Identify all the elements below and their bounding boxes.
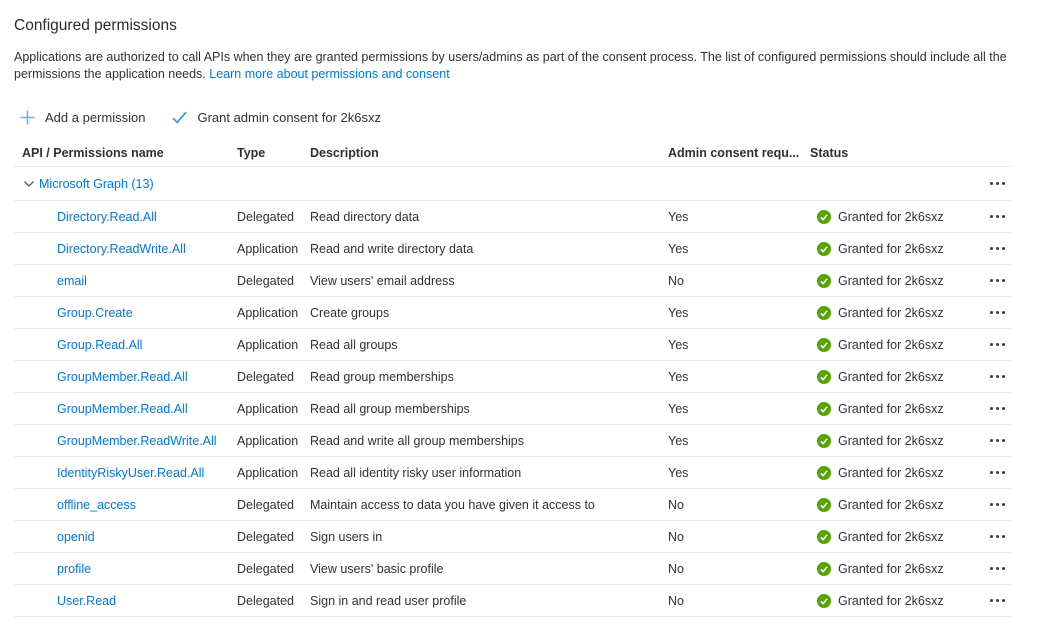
learn-more-link[interactable]: Learn more about permissions and consent xyxy=(209,67,450,81)
status-text: Granted for 2k6sxz xyxy=(838,305,944,320)
permission-description-cell: Read and write all group memberships xyxy=(310,433,524,448)
add-permission-button[interactable] xyxy=(19,109,145,126)
permission-name-link[interactable]: openid xyxy=(57,529,95,544)
description-text: Applications are authorized to call APIs when they are granted permissions by users/admins as part of the consent process. The list of configured permissions should include all the permissions the application needs. xyxy=(14,50,1007,81)
granted-check-icon xyxy=(817,242,831,256)
permission-type-cell: Application xyxy=(237,241,299,256)
row-actions-button[interactable] xyxy=(988,595,1007,606)
granted-check-icon xyxy=(817,402,831,416)
permission-type-cell: Delegated xyxy=(237,561,294,576)
status-cell xyxy=(810,466,983,480)
column-header-type: Type xyxy=(237,146,266,160)
toolbar xyxy=(14,105,1043,130)
grant-admin-consent-label: Grant admin consent for 2k6sxz xyxy=(197,110,381,125)
status-text: Granted for 2k6sxz xyxy=(838,465,944,480)
permission-name-link[interactable]: GroupMember.Read.All xyxy=(57,369,188,384)
table-body xyxy=(14,201,1012,617)
granted-check-icon xyxy=(817,466,831,480)
permission-description-cell: Read and write directory data xyxy=(310,241,474,256)
admin-consent-required-cell: Yes xyxy=(668,465,689,480)
permission-description-cell: Read all identity risky user information xyxy=(310,465,522,480)
permission-description-cell: Read directory data xyxy=(310,209,420,224)
permission-name-cell xyxy=(14,274,237,288)
admin-consent-required-cell: Yes xyxy=(668,401,689,416)
table-row xyxy=(14,521,1012,553)
granted-check-icon xyxy=(817,338,831,352)
permission-description-cell: Read all groups xyxy=(310,337,398,352)
page-title: Configured permissions xyxy=(14,17,177,34)
status-cell xyxy=(810,274,983,288)
row-actions-button[interactable] xyxy=(988,275,1007,286)
status-text: Granted for 2k6sxz xyxy=(838,593,944,608)
admin-consent-required-cell: Yes xyxy=(668,241,689,256)
column-header-admin-consent-required: Admin consent requ... xyxy=(668,146,800,160)
permission-name-cell xyxy=(14,498,237,512)
granted-check-icon xyxy=(817,530,831,544)
status-cell xyxy=(810,530,983,544)
permission-description-cell: Maintain access to data you have given it access to xyxy=(310,497,595,512)
permission-description-cell: View users' email address xyxy=(310,273,455,288)
status-text: Granted for 2k6sxz xyxy=(838,561,944,576)
granted-check-icon xyxy=(817,274,831,288)
admin-consent-required-cell: No xyxy=(668,497,684,512)
permission-type-cell: Delegated xyxy=(237,593,294,608)
admin-consent-required-cell: No xyxy=(668,561,684,576)
status-text: Granted for 2k6sxz xyxy=(838,273,944,288)
row-actions-button[interactable] xyxy=(988,307,1007,318)
api-group-name-cell xyxy=(14,177,983,191)
table-row xyxy=(14,233,1012,265)
status-cell xyxy=(810,402,983,416)
microsoft-graph-group-link[interactable]: Microsoft Graph (13) xyxy=(39,176,154,191)
row-actions-button[interactable] xyxy=(988,435,1007,446)
admin-consent-required-cell: Yes xyxy=(668,433,689,448)
table-row xyxy=(14,201,1012,233)
permission-name-cell xyxy=(14,338,237,352)
group-actions-button[interactable] xyxy=(988,178,1007,189)
admin-consent-required-cell: Yes xyxy=(668,369,689,384)
granted-check-icon xyxy=(817,562,831,576)
permission-name-cell xyxy=(14,370,237,384)
status-cell xyxy=(810,242,983,256)
granted-check-icon xyxy=(817,306,831,320)
admin-consent-required-cell: No xyxy=(668,529,684,544)
row-actions-button[interactable] xyxy=(988,371,1007,382)
status-text: Granted for 2k6sxz xyxy=(838,401,944,416)
permission-description-cell: Create groups xyxy=(310,305,390,320)
permission-description-cell: View users' basic profile xyxy=(310,561,444,576)
row-actions-button[interactable] xyxy=(988,499,1007,510)
permission-name-cell xyxy=(14,466,237,480)
permission-name-cell xyxy=(14,210,237,224)
permission-name-link[interactable]: User.Read xyxy=(57,593,117,608)
table-row xyxy=(14,425,1012,457)
admin-consent-required-cell: No xyxy=(668,273,684,288)
permission-description-cell: Read all group memberships xyxy=(310,401,470,416)
status-text: Granted for 2k6sxz xyxy=(838,241,944,256)
status-text: Granted for 2k6sxz xyxy=(838,529,944,544)
description xyxy=(14,49,1010,83)
row-actions-button[interactable] xyxy=(988,531,1007,542)
table-row xyxy=(14,361,1012,393)
permission-type-cell: Delegated xyxy=(237,529,294,544)
check-icon xyxy=(171,110,188,125)
table-header-row xyxy=(14,140,1012,167)
permission-name-link[interactable]: offline_access xyxy=(57,497,136,512)
permission-name-link[interactable]: profile xyxy=(57,561,92,576)
granted-check-icon xyxy=(817,498,831,512)
permission-description-cell: Read group memberships xyxy=(310,369,454,384)
permission-name-cell xyxy=(14,242,237,256)
granted-check-icon xyxy=(817,434,831,448)
chevron-down-icon[interactable] xyxy=(22,177,36,191)
status-cell xyxy=(810,594,983,608)
table-row xyxy=(14,297,1012,329)
grant-admin-consent-button[interactable] xyxy=(171,110,381,125)
row-actions-button[interactable] xyxy=(988,403,1007,414)
permission-type-cell: Application xyxy=(237,433,299,448)
permission-type-cell: Application xyxy=(237,465,299,480)
status-text: Granted for 2k6sxz xyxy=(838,497,944,512)
status-cell xyxy=(810,210,983,224)
permission-name-cell xyxy=(14,530,237,544)
permission-name-link[interactable]: GroupMember.ReadWrite.All xyxy=(57,433,217,448)
column-header-api-permissions-name: API / Permissions name xyxy=(22,146,164,160)
column-header-description: Description xyxy=(310,146,379,160)
table-row xyxy=(14,393,1012,425)
permission-name-link[interactable]: Group.Read.All xyxy=(57,337,143,352)
permission-description-cell: Sign in and read user profile xyxy=(310,593,467,608)
api-group-row xyxy=(14,167,1012,201)
permission-name-cell xyxy=(14,402,237,416)
permission-name-link[interactable]: email xyxy=(57,273,87,288)
admin-consent-required-cell: Yes xyxy=(668,305,689,320)
column-header-status: Status xyxy=(810,146,849,160)
permission-name-link[interactable]: IdentityRiskyUser.Read.All xyxy=(57,465,205,480)
row-actions-button[interactable] xyxy=(988,467,1007,478)
table-row xyxy=(14,489,1012,521)
permission-name-cell xyxy=(14,434,237,448)
permission-name-link[interactable]: Group.Create xyxy=(57,305,133,320)
status-cell xyxy=(810,562,983,576)
permission-name-link[interactable]: Directory.ReadWrite.All xyxy=(57,241,186,256)
table-row xyxy=(14,457,1012,489)
permission-type-cell: Application xyxy=(237,305,299,320)
permission-type-cell: Delegated xyxy=(237,273,294,288)
permission-name-cell xyxy=(14,594,237,608)
row-actions-button[interactable] xyxy=(988,211,1007,222)
admin-consent-required-cell: Yes xyxy=(668,209,689,224)
permission-name-link[interactable]: GroupMember.Read.All xyxy=(57,401,188,416)
row-actions-button[interactable] xyxy=(988,563,1007,574)
plus-icon xyxy=(19,109,36,126)
status-text: Granted for 2k6sxz xyxy=(838,369,944,384)
permissions-table xyxy=(14,140,1012,617)
permission-type-cell: Application xyxy=(237,401,299,416)
table-row xyxy=(14,265,1012,297)
permission-name-cell xyxy=(14,306,237,320)
permission-type-cell: Application xyxy=(237,337,299,352)
granted-check-icon xyxy=(817,594,831,608)
add-permission-label: Add a permission xyxy=(45,110,146,125)
configured-permissions-panel xyxy=(0,16,1057,617)
status-cell xyxy=(810,370,983,384)
granted-check-icon xyxy=(817,370,831,384)
status-text: Granted for 2k6sxz xyxy=(838,433,944,448)
admin-consent-required-cell: No xyxy=(668,593,684,608)
admin-consent-required-cell: Yes xyxy=(668,337,689,352)
table-row xyxy=(14,329,1012,361)
status-cell xyxy=(810,338,983,352)
status-text: Granted for 2k6sxz xyxy=(838,209,944,224)
permission-description-cell: Sign users in xyxy=(310,529,383,544)
permission-type-cell: Delegated xyxy=(237,497,294,512)
permission-name-cell xyxy=(14,562,237,576)
table-row xyxy=(14,553,1012,585)
row-actions-button[interactable] xyxy=(988,339,1007,350)
status-text: Granted for 2k6sxz xyxy=(838,337,944,352)
permission-type-cell: Delegated xyxy=(237,369,294,384)
table-row xyxy=(14,585,1012,617)
status-cell xyxy=(810,498,983,512)
status-cell xyxy=(810,306,983,320)
row-actions-button[interactable] xyxy=(988,243,1007,254)
permission-type-cell: Delegated xyxy=(237,209,294,224)
granted-check-icon xyxy=(817,210,831,224)
status-cell xyxy=(810,434,983,448)
permission-name-link[interactable]: Directory.Read.All xyxy=(57,209,157,224)
